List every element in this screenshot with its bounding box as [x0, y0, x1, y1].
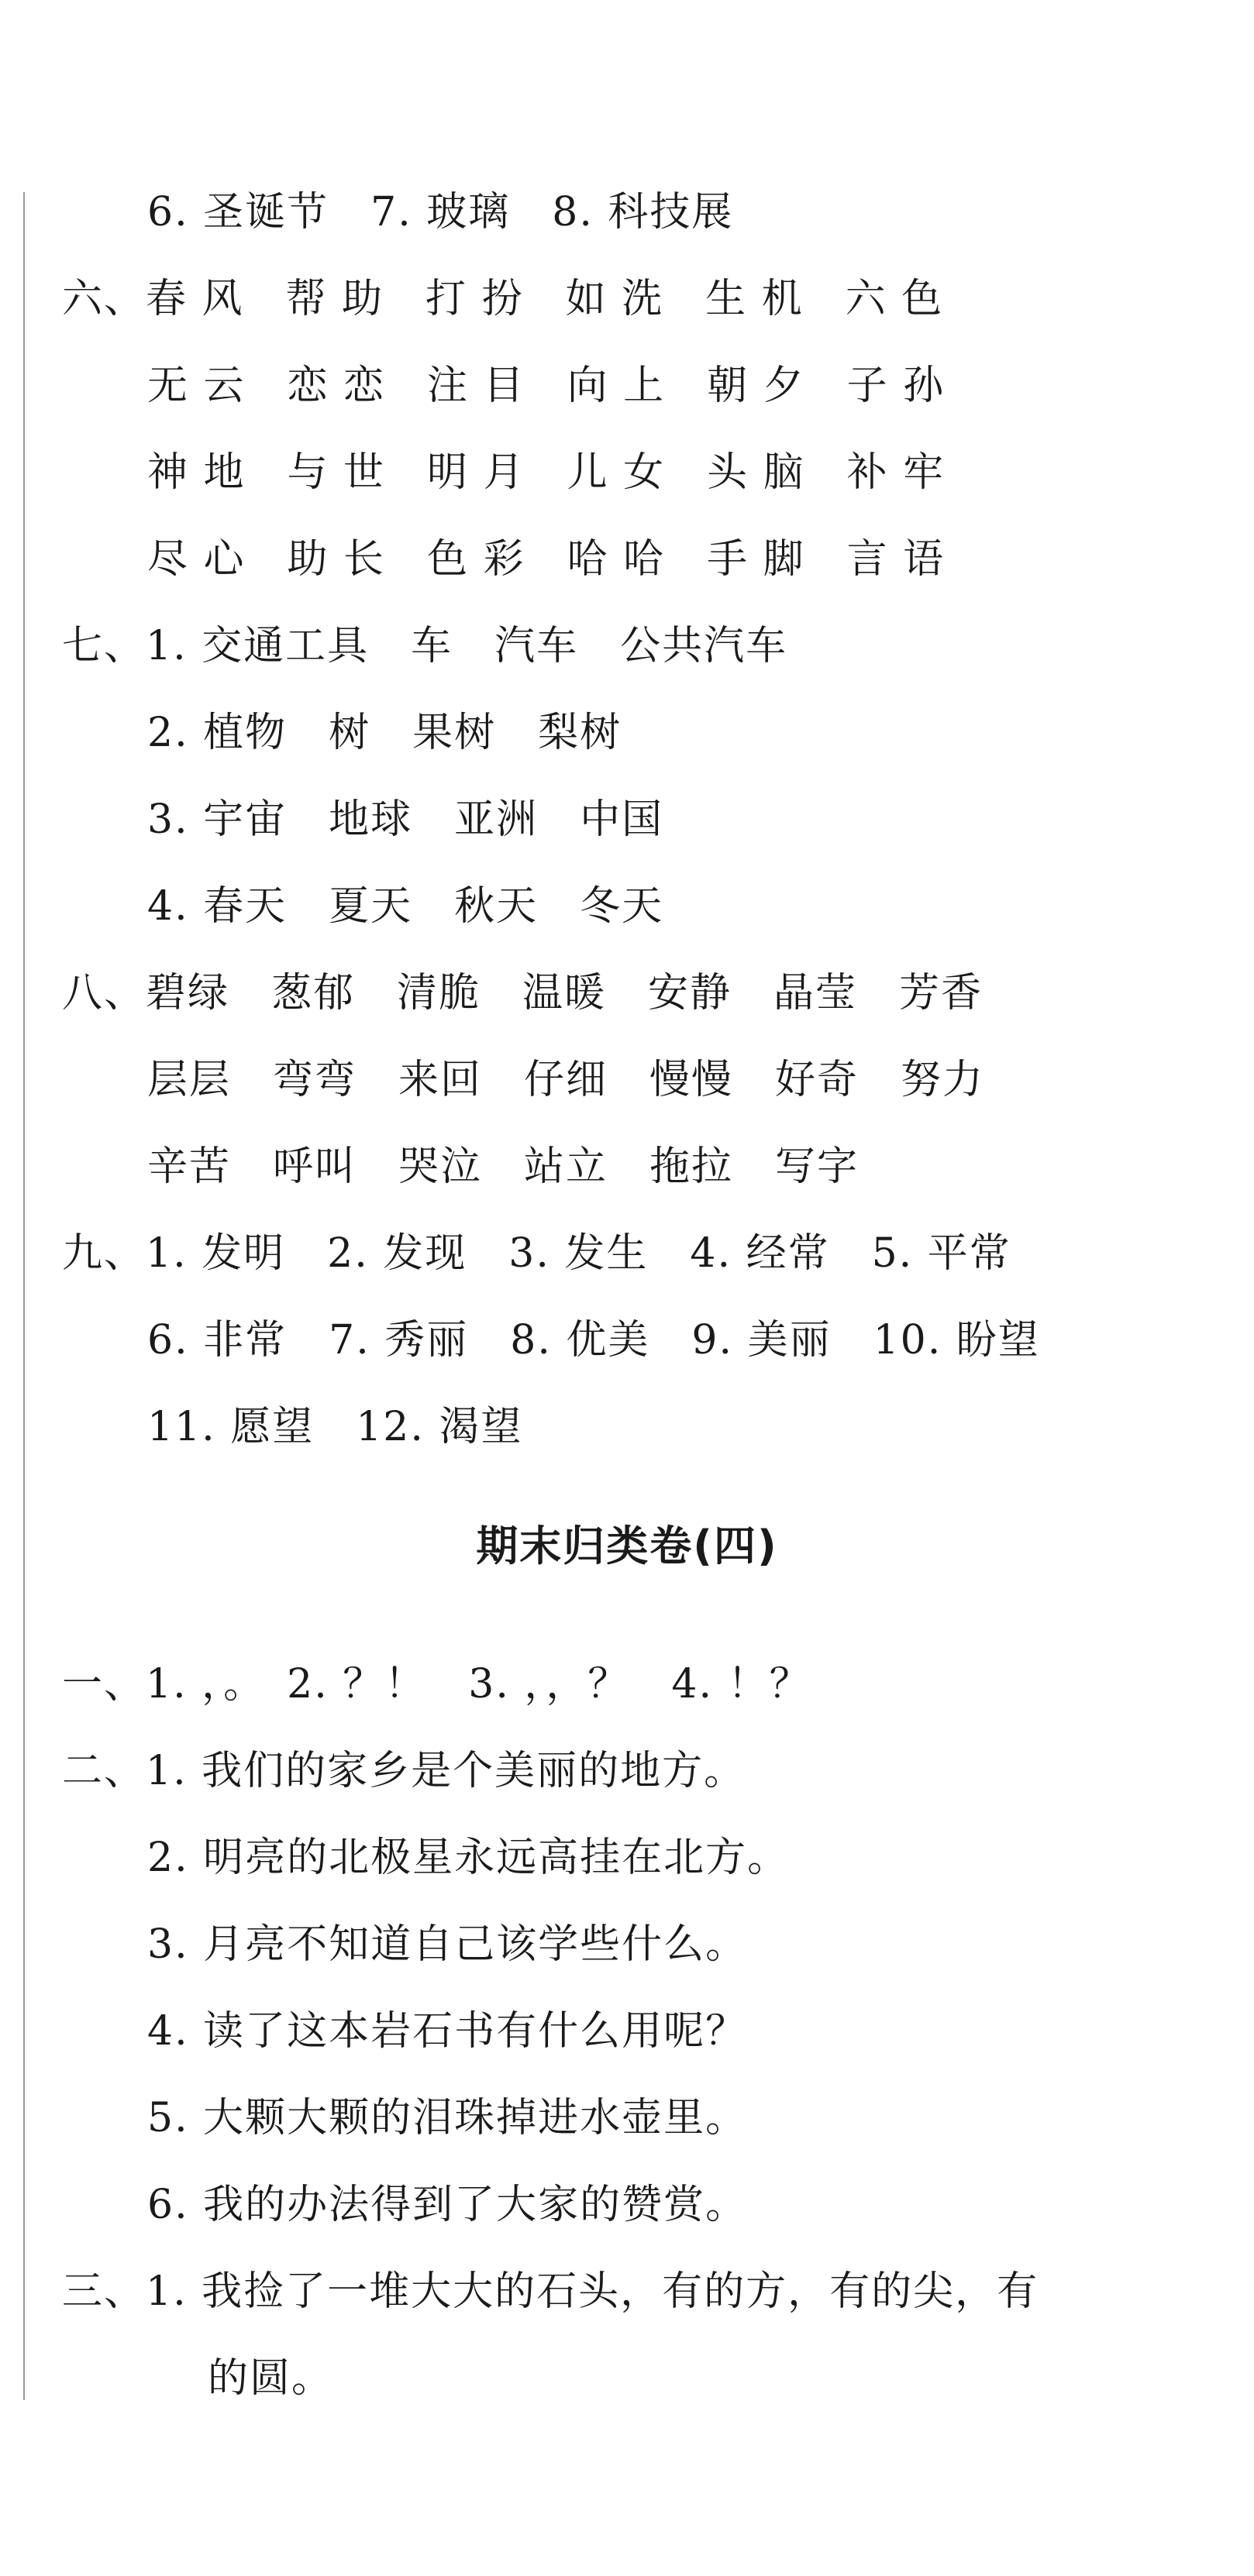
answer-line-3-cont: 的圆。 [208, 2355, 334, 2402]
answer-line-6-row4: 尽 心 助 长 色 彩 哈 哈 手 脚 言 语 [147, 536, 946, 583]
answer-line-7-2: 2. 植物 树 果树 梨树 [147, 710, 622, 756]
answer-line-2-4: 4. 读了这本岩石书有什么用呢？ [147, 2008, 748, 2055]
answer-line-1: 一、1. ，。 2. ？！ 3. ，，？ 4. ！？ [62, 1661, 811, 1708]
answer-line-2-5: 5. 大颗大颗的泪珠掉进水壶里。 [147, 2095, 748, 2141]
answer-line-6-row3: 神 地 与 世 明 月 儿 女 头 脑 补 牢 [147, 449, 946, 496]
answer-line-9-row2: 6. 非常 7. 秀丽 8. 优美 9. 美丽 10. 盼望 [147, 1317, 1040, 1364]
margin-rule [23, 192, 25, 2400]
answer-line-7: 七、1. 交通工具 车 汽车 公共汽车 [62, 623, 788, 669]
answer-line-6-row2: 无 云 恋 恋 注 目 向 上 朝 夕 子 孙 [147, 363, 946, 409]
answer-line-3: 三、1. 我捡了一堆大大的石头，有的方，有的尖，有 [62, 2268, 1039, 2315]
answer-line-2-3: 3. 月亮不知道自己该学些什么。 [147, 1921, 748, 1968]
answer-line-9: 九、1. 发明 2. 发现 3. 发生 4. 经常 5. 平常 [62, 1230, 1011, 1277]
answer-line-5-cont: 6. 圣诞节 7. 玻璃 8. 科技展 [147, 189, 734, 236]
answer-line-2-2: 2. 明亮的北极星永远高挂在北方。 [147, 1835, 790, 1881]
section-title: 期末归类卷(四) [476, 1522, 778, 1570]
answer-line-7-3: 3. 宇宙 地球 亚洲 中国 [147, 796, 664, 843]
answer-line-2: 二、1. 我们的家乡是个美丽的地方。 [62, 1748, 746, 1794]
answer-line-8-row3: 辛苦 呼叫 哭泣 站立 拖拉 写字 [147, 1144, 860, 1190]
answer-line-6: 六、春 风 帮 助 打 扮 如 洗 生 机 六 色 [62, 276, 944, 322]
answer-line-8-row2: 层层 弯弯 来回 仔细 慢慢 好奇 努力 [147, 1057, 985, 1103]
answer-line-7-4: 4. 春天 夏天 秋天 冬天 [147, 883, 664, 930]
answer-line-8: 八、碧绿 葱郁 清脆 温暖 安静 晶莹 芳香 [62, 970, 984, 1016]
answer-line-2-6: 6. 我的办法得到了大家的赞赏。 [147, 2182, 748, 2228]
answer-line-9-row3: 11. 愿望 12. 渴望 [147, 1404, 523, 1450]
